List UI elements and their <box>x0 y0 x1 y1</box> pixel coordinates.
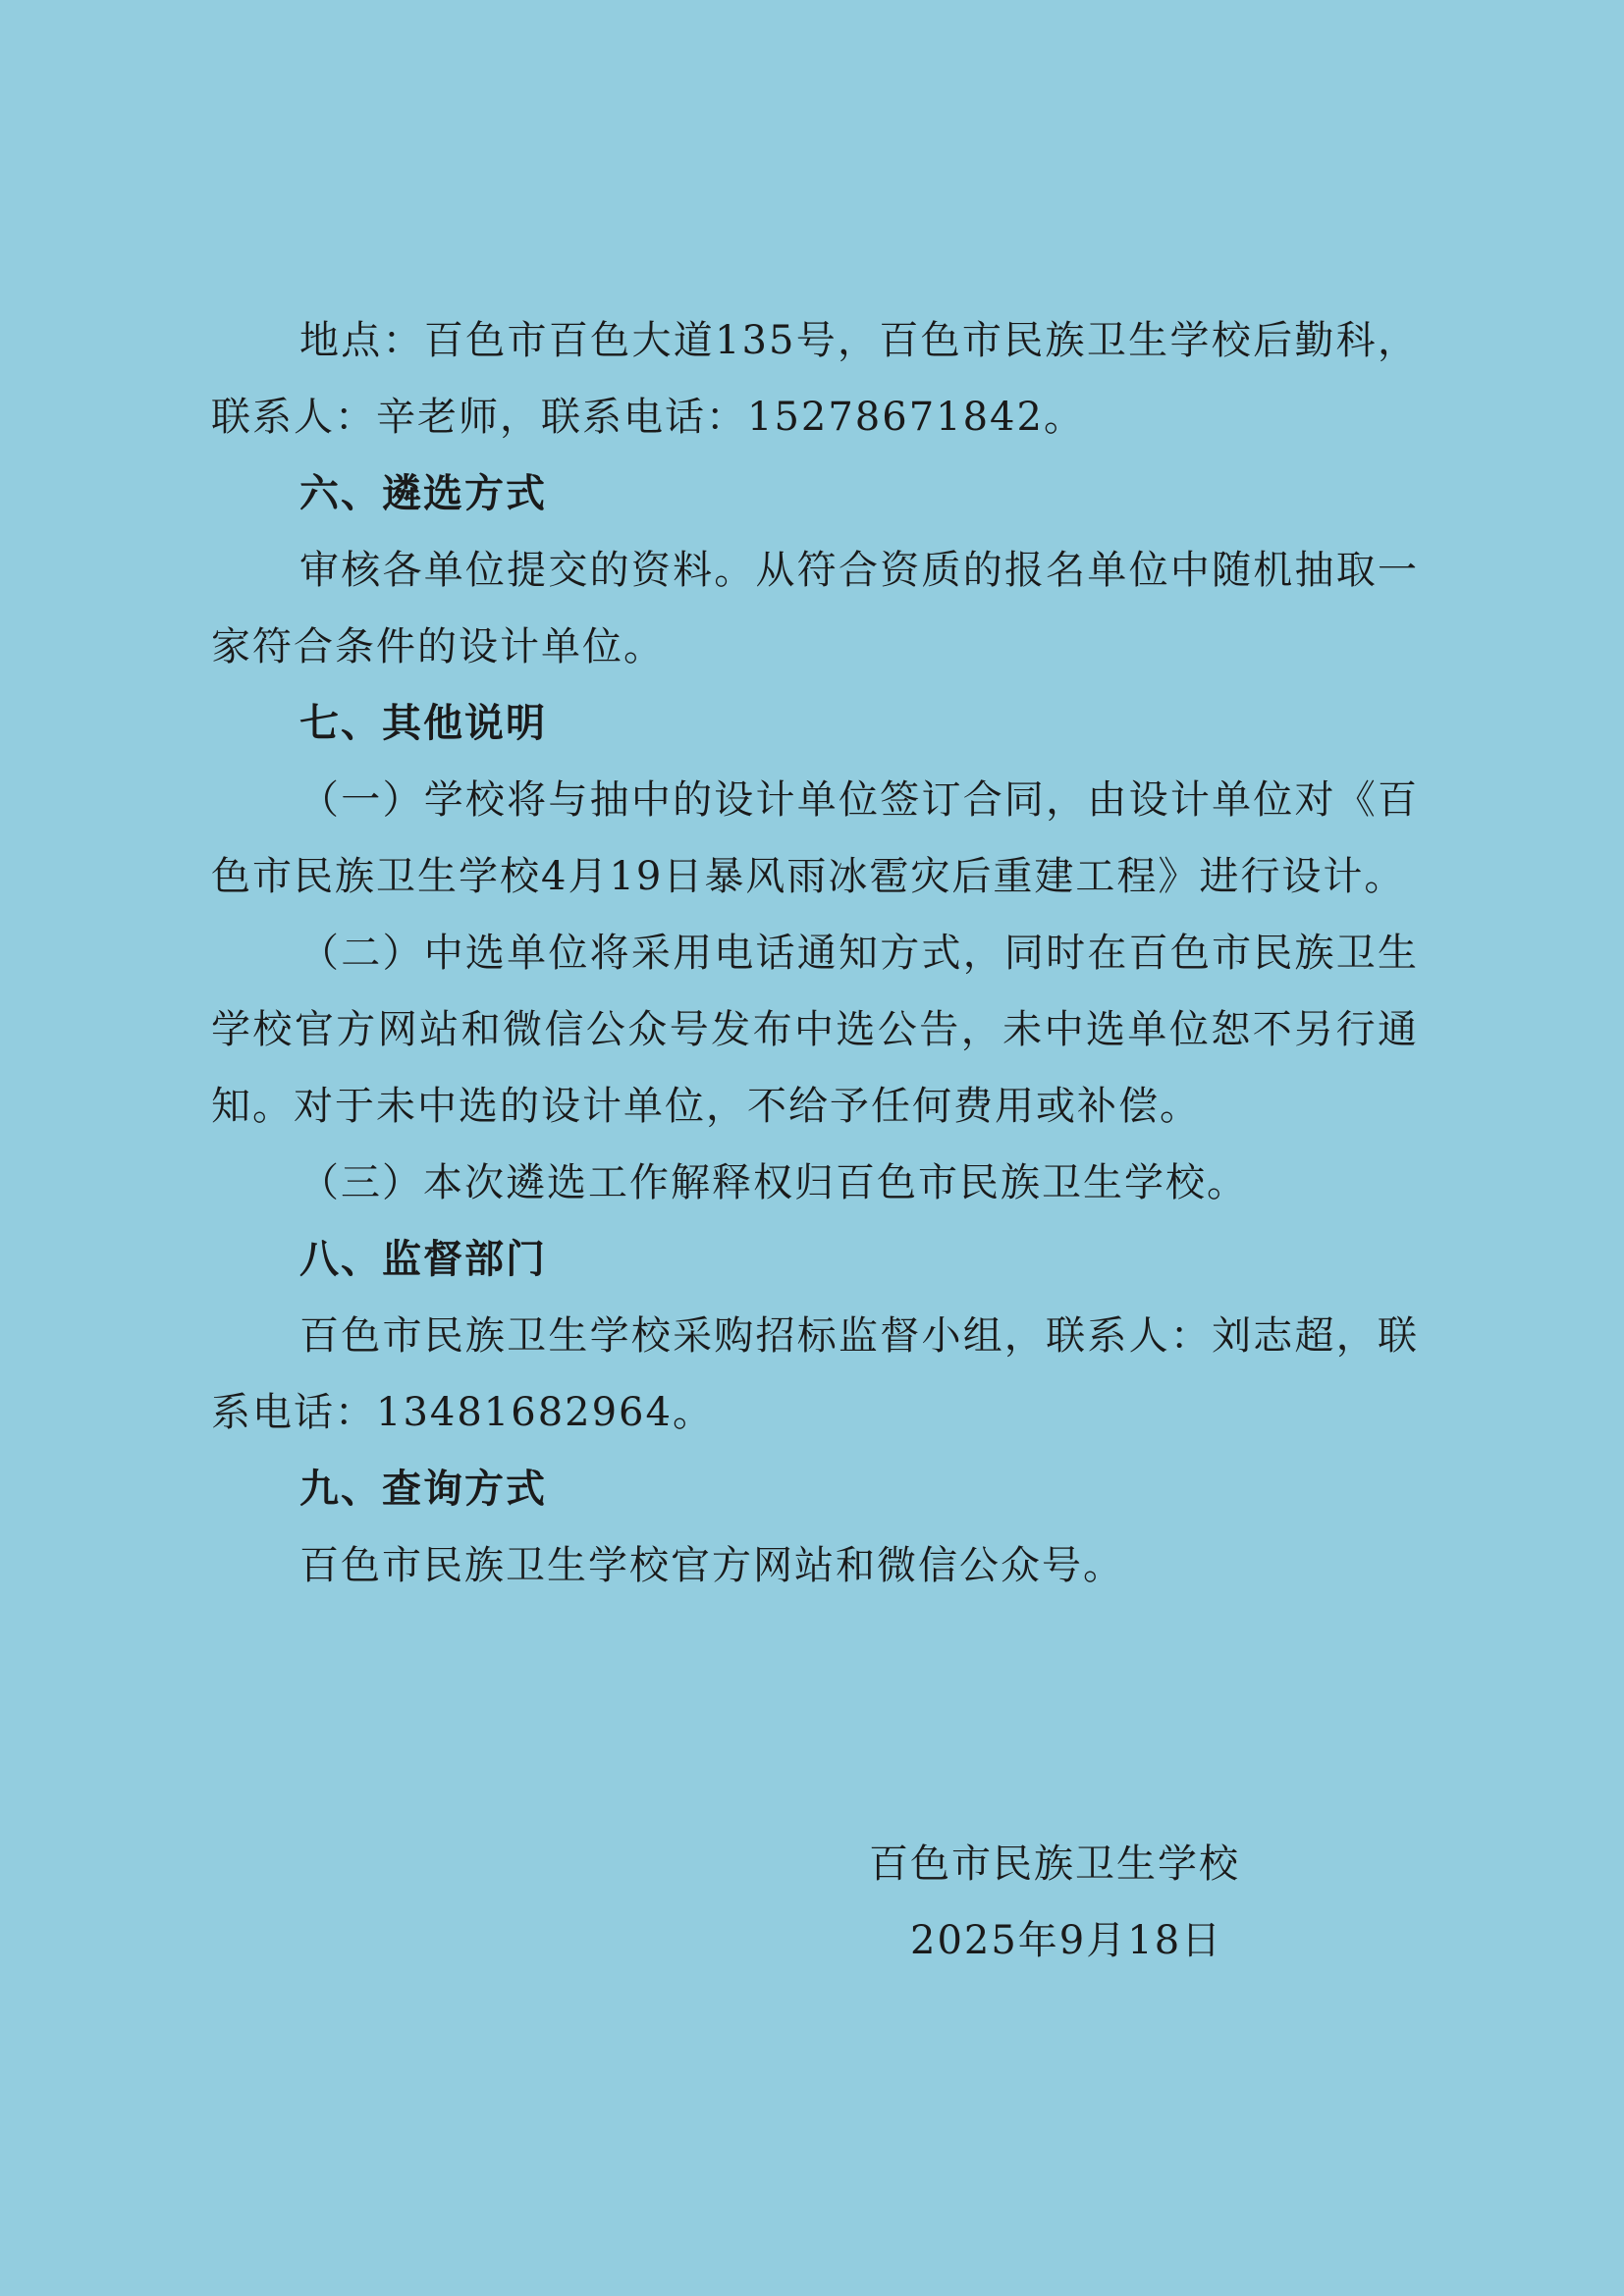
signature-date: 2025年9月18日 <box>910 1918 1223 1963</box>
other-notes-item-1: （一）学校将与抽中的设计单位签订合同，由设计单位对《百色市民族卫生学校4月19日暴风雨冰雹灾后重建工程》进行设计。 <box>211 777 1419 899</box>
section-heading-selection-method: 六、遴选方式 <box>299 471 547 516</box>
section-heading-supervision: 八、监督部门 <box>299 1237 547 1282</box>
section-heading-other-notes: 七、其他说明 <box>299 701 547 746</box>
signature-block <box>869 1826 1240 1979</box>
location-paragraph: 地点：百色市百色大道135号，百色市民族卫生学校后勤科，联系人：辛老师，联系电话：15278671842。 <box>211 318 1419 440</box>
other-notes-item-3: （三）本次遴选工作解释权归百色市民族卫生学校。 <box>299 1160 1248 1205</box>
other-notes-item-2: （二）中选单位将采用电话通知方式，同时在百色市民族卫生学校官方网站和微信公众号发布中选公告，未中选单位恕不另行通知。对于未中选的设计单位，不给予任何费用或补偿。 <box>211 931 1419 1129</box>
signature-organization: 百色市民族卫生学校 <box>869 1842 1240 1887</box>
document-body <box>211 302 1419 1604</box>
inquiry-paragraph: 百色市民族卫生学校官方网站和微信公众号。 <box>299 1543 1124 1588</box>
supervision-paragraph: 百色市民族卫生学校采购招标监督小组，联系人：刘志超，联系电话：13481682964。 <box>211 1313 1419 1435</box>
section-heading-inquiry: 九、查询方式 <box>299 1467 547 1512</box>
selection-method-paragraph: 审核各单位提交的资料。从符合资质的报名单位中随机抽取一家符合条件的设计单位。 <box>211 548 1419 669</box>
